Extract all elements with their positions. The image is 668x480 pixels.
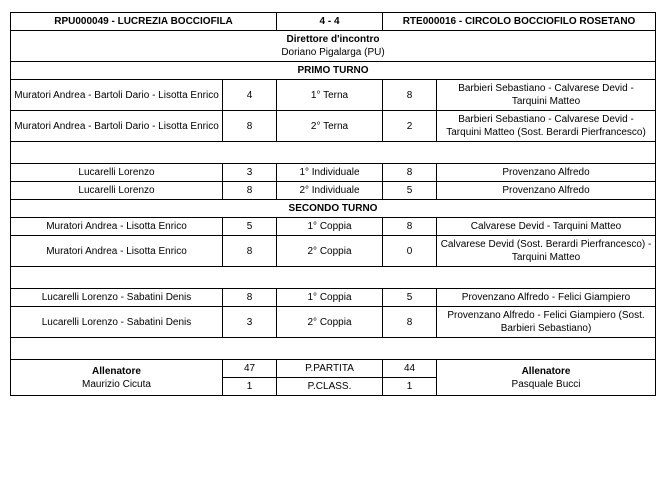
home-class-points: 1 — [223, 378, 277, 396]
match-score: 4 - 4 — [277, 13, 383, 31]
away-match-points: 44 — [383, 360, 437, 378]
director-title: Direttore d'incontro — [286, 34, 380, 45]
home-team: RPU000049 - LUCREZIA BOCCIOFILA — [11, 13, 277, 31]
home-score: 3 — [223, 164, 277, 182]
away-score: 0 — [383, 236, 437, 267]
round-title-row — [11, 200, 656, 218]
director-cell — [11, 31, 656, 62]
round-title: SECONDO TURNO — [11, 200, 656, 218]
director-row — [11, 31, 656, 62]
home-score: 8 — [223, 182, 277, 200]
away-score: 8 — [383, 80, 437, 111]
game-row — [11, 307, 656, 338]
spacer-cell — [11, 267, 656, 289]
home-players: Lucarelli Lorenzo - Sabatini Denis — [11, 289, 223, 307]
home-players: Muratori Andrea - Lisotta Enrico — [11, 236, 223, 267]
home-score: 5 — [223, 218, 277, 236]
director-name: Doriano Pigalarga (PU) — [281, 47, 385, 58]
game-row — [11, 182, 656, 200]
game-name: 2° Terna — [277, 111, 383, 142]
away-players: Provenzano Alfredo - Felici Giampiero — [437, 289, 656, 307]
round-title-row — [11, 62, 656, 80]
away-players: Barbieri Sebastiano - Calvarese Devid - Tarquini Matteo — [437, 80, 656, 111]
away-players: Calvarese Devid (Sost. Berardi Pierfrancesco) - Tarquini Matteo — [437, 236, 656, 267]
game-name: 2° Coppia — [277, 307, 383, 338]
home-score: 4 — [223, 80, 277, 111]
away-players: Provenzano Alfredo - Felici Giampiero (Sost. Barbieri Sebastiano) — [437, 307, 656, 338]
game-row — [11, 218, 656, 236]
spacer-cell — [11, 142, 656, 164]
away-team: RTE000016 - CIRCOLO BOCCIOFILO ROSETANO — [383, 13, 656, 31]
home-coach-title: Allenatore — [92, 365, 141, 377]
away-score: 5 — [383, 289, 437, 307]
away-players: Provenzano Alfredo — [437, 182, 656, 200]
home-score: 8 — [223, 111, 277, 142]
home-players: Muratori Andrea - Bartoli Dario - Lisotta Enrico — [11, 80, 223, 111]
away-players: Calvarese Devid - Tarquini Matteo — [437, 218, 656, 236]
away-players: Barbieri Sebastiano - Calvarese Devid - Tarquini Matteo (Sost. Berardi Pierfrancesco) — [437, 111, 656, 142]
spacer-row — [11, 142, 656, 164]
match-header-row — [11, 13, 656, 31]
game-name: 2° Coppia — [277, 236, 383, 267]
home-match-points: 47 — [223, 360, 277, 378]
game-row — [11, 289, 656, 307]
home-players: Lucarelli Lorenzo - Sabatini Denis — [11, 307, 223, 338]
away-coach-title: Allenatore — [521, 365, 571, 377]
home-score: 3 — [223, 307, 277, 338]
home-players: Muratori Andrea - Lisotta Enrico — [11, 218, 223, 236]
game-name: 1° Coppia — [277, 289, 383, 307]
away-score: 8 — [383, 218, 437, 236]
away-score: 8 — [383, 307, 437, 338]
match-report-table — [10, 12, 656, 396]
away-coach-cell — [437, 360, 656, 396]
spacer-row — [11, 267, 656, 289]
class-points-label: P.CLASS. — [277, 378, 383, 396]
game-row — [11, 111, 656, 142]
away-score: 8 — [383, 164, 437, 182]
game-row — [11, 80, 656, 111]
game-name: 1° Individuale — [277, 164, 383, 182]
spacer-row — [11, 338, 656, 360]
home-coach-name: Maurizio Cicuta — [82, 378, 151, 390]
game-row — [11, 236, 656, 267]
away-class-points: 1 — [383, 378, 437, 396]
away-score: 5 — [383, 182, 437, 200]
away-score: 2 — [383, 111, 437, 142]
home-coach-cell — [11, 360, 223, 396]
away-coach-name: Pasquale Bucci — [511, 378, 581, 390]
home-players: Muratori Andrea - Bartoli Dario - Lisotta Enrico — [11, 111, 223, 142]
game-row — [11, 164, 656, 182]
home-players: Lucarelli Lorenzo — [11, 164, 223, 182]
game-name: 1° Terna — [277, 80, 383, 111]
game-name: 1° Coppia — [277, 218, 383, 236]
spacer-cell — [11, 338, 656, 360]
away-players: Provenzano Alfredo — [437, 164, 656, 182]
home-score: 8 — [223, 289, 277, 307]
round-title: PRIMO TURNO — [11, 62, 656, 80]
home-score: 8 — [223, 236, 277, 267]
footer-row — [11, 360, 656, 378]
match-points-label: P.PARTITA — [277, 360, 383, 378]
home-players: Lucarelli Lorenzo — [11, 182, 223, 200]
game-name: 2° Individuale — [277, 182, 383, 200]
